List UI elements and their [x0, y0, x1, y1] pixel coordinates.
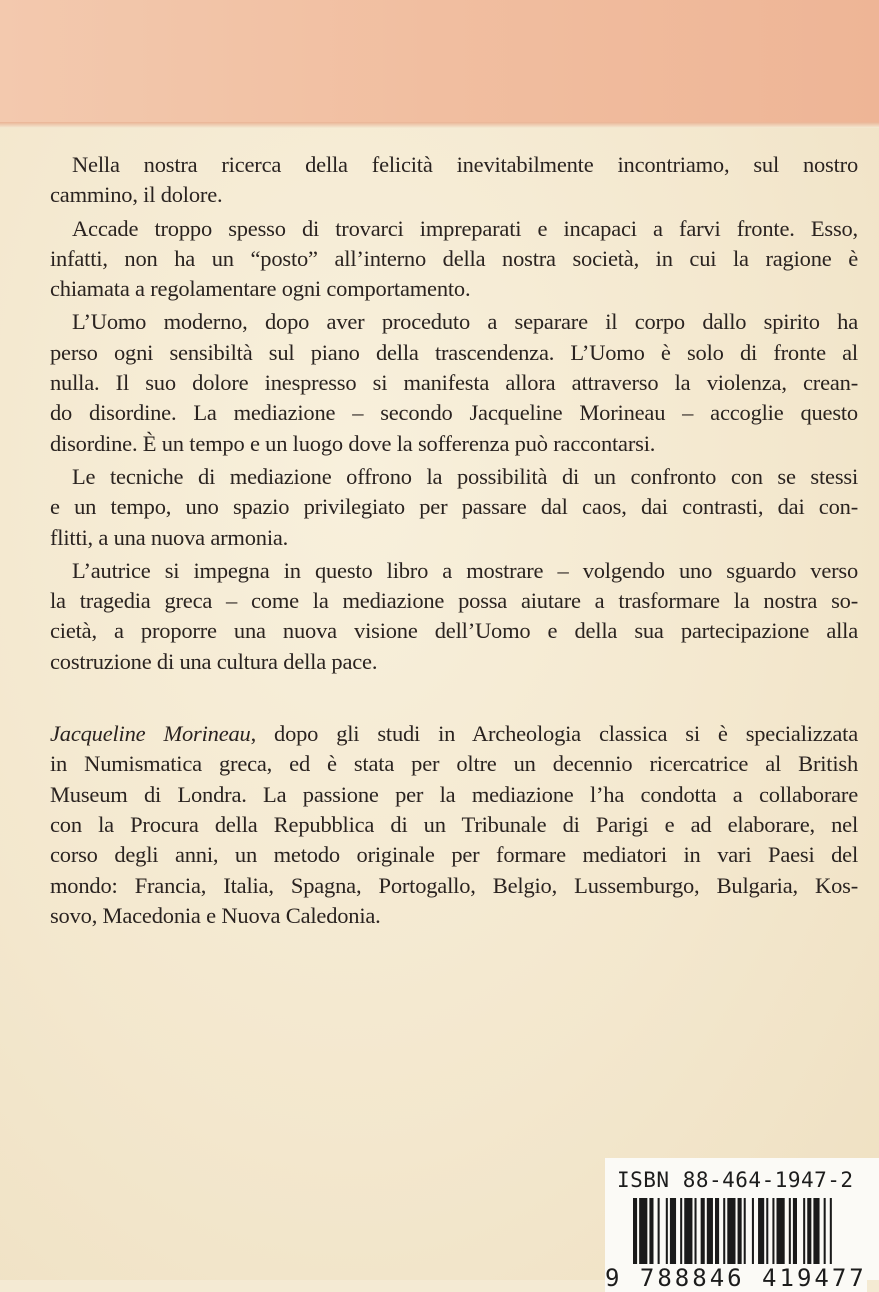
bio-line: con la Procura della Repubblica di un Tribunale di Parigi e ad elaborare, nel [50, 811, 858, 837]
isbn-number: ISBN 88-464-1947-2 [617, 1168, 854, 1192]
bio-line: corso degli anni, un metodo originale per formare mediatori in vari Paesi del [50, 842, 858, 868]
text-line: la tragedia greca – come la mediazione possa aiutare a trasformare la nostra so- [50, 588, 858, 614]
text-line: chiamata a regolamentare ogni comportamento. [50, 276, 471, 302]
text-line: L’Uomo moderno, dopo aver proceduto a separare il corpo dallo spirito ha [72, 309, 858, 335]
bio-line: mondo: Francia, Italia, Spagna, Portogallo, Belgio, Lussemburgo, Bulgaria, Kos- [50, 872, 858, 898]
text-line: disordine. È un tempo e un luogo dove la sofferenza può raccontarsi. [50, 430, 656, 456]
paragraph [50, 462, 858, 553]
bio-text: , dopo gli studi in Archeologia classica si è specializzata [250, 721, 859, 747]
text-line: Nella nostra ricerca della felicità inevitabilmente incontriamo, sul nostro [72, 152, 858, 177]
bio-line: in Numismatica greca, ed è stata per oltre un decennio ricercatrice al British [50, 751, 858, 777]
author-name: Jacqueline Morineau [50, 721, 251, 747]
barcode-label [605, 1158, 879, 1292]
author-bio [50, 719, 858, 931]
bio-line: Museum di Londra. La passione per la mediazione l’ha condotta a collaborare [50, 781, 858, 807]
text-line: cammino, il dolore. [50, 182, 223, 208]
text-line: costruzione di una cultura della pace. [50, 648, 378, 674]
text-line: perso ogni sensibiltà sul piano della trascendenza. L’Uomo è solo di fronte al [50, 339, 858, 365]
text-line: cietà, a proporre una nuova visione dell’Uomo e della sua partecipazione alla [50, 618, 858, 644]
back-cover-blurb [50, 150, 858, 931]
text-line: L’autrice si impegna in questo libro a mostrare – volgendo uno sguardo verso [72, 557, 858, 583]
bio-line: sovo, Macedonia e Nuova Caledonia. [50, 902, 381, 928]
bio-line [50, 719, 858, 749]
cover-top-band [0, 0, 879, 128]
text-line: infatti, non ha un “posto” all’interno della nostra società, in cui la ragione è [50, 245, 858, 271]
paragraph [50, 214, 858, 305]
text-line: flitti, a una nuova armonia. [50, 524, 289, 550]
text-line: e un tempo, uno spazio privilegiato per passare dal caos, dai contrasti, dai con- [50, 494, 858, 520]
paragraph [50, 556, 858, 677]
text-line: nulla. Il suo dolore inespresso si manifesta allora attraverso la violenza, crean- [50, 370, 858, 396]
ean-number: 9 788846 419477 [605, 1264, 867, 1292]
text-line: Le tecniche di mediazione offrono la possibilità di un confronto con se stessi [72, 463, 858, 489]
text-line: do disordine. La mediazione – secondo Jacqueline Morineau – accoglie questo [50, 400, 858, 426]
text-line: Accade troppo spesso di trovarci impreparati e incapaci a farvi fronte. Esso, [72, 215, 858, 241]
paragraph [50, 307, 858, 458]
paragraph [50, 150, 858, 211]
